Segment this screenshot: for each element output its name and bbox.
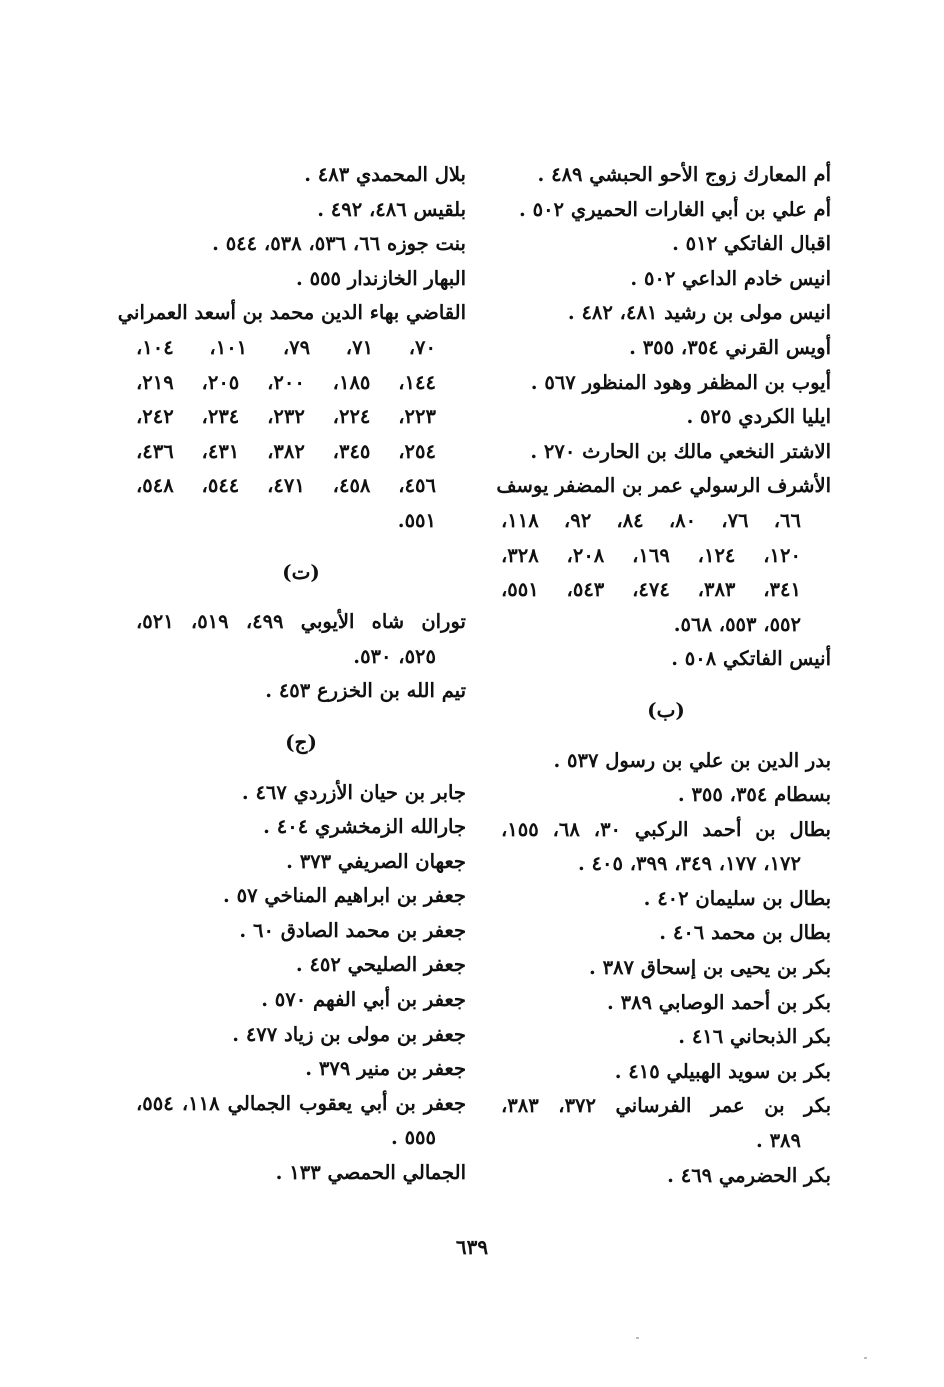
index-entry: اقبال الفاتكي ٥١٢ . [672,232,831,256]
index-entry: بسطام ٣٥٤، ٣٥٥ . [677,783,831,807]
index-entry: بطال بن أحمد الركبي ٣٠، ٦٨، ١٥٥، [501,817,831,841]
index-entry-continuation: ٢٥٤، ٣٤٥، ٣٨٢، ٤٣١، ٤٣٦، [136,439,436,463]
index-entry-continuation: ٤٥٦، ٤٥٨، ٤٧١، ٥٤٤، ٥٤٨، [136,474,436,498]
index-entry: جارالله الزمخشري ٤٠٤ . [263,815,466,839]
index-entry-continuation: ٦٦، ٧٦، ٨٠، ٨٤، ٩٢، ١١٨، [501,508,801,532]
index-entry: ايليا الكردي ٥٢٥ . [686,405,831,429]
index-entry-continuation: ٥٥١. [397,508,436,532]
section-heading-b: (ب) [647,697,685,722]
index-entry: جعفر بن ابراهيم المناخي ٥٧ . [223,884,466,908]
index-entry-continuation: ٣٤١، ٣٨٣، ٤٧٤، ٥٤٣، ٥٥١، [501,578,801,602]
index-entry: بكر بن عمر الفرساني ٣٧٢، ٣٨٣، [501,1094,831,1118]
index-entry-continuation: ٢٢٣، ٢٢٤، ٢٣٢، ٢٣٤، ٢٤٢، [136,405,436,429]
scan-speck [636,1337,639,1339]
index-entry: جعفر بن منير ٣٧٩ . [305,1057,466,1081]
index-entry-continuation: ١٤٤، ١٨٥، ٢٠٠، ٢٠٥، ٢١٩، [136,370,436,394]
index-entry: بكر بن يحيى بن إسحاق ٣٨٧ . [588,956,831,980]
index-entry: أم علي بن أبي الغارات الحميري ٥٠٢ . [519,197,831,221]
index-entry: بكر الحضرمي ٤٦٩ . [667,1163,831,1187]
index-entry-continuation: ١٧٢، ١٧٧، ٣٤٩، ٣٩٩، ٤٠٥ . [577,852,801,876]
index-entry: القاضي بهاء الدين محمد بن أسعد العمراني [117,301,466,325]
index-entry: أويس القرني ٣٥٤، ٣٥٥ . [629,335,831,359]
index-entry: جعهان الصريفي ٣٧٣ . [286,849,466,873]
index-entry-continuation: ٥٥٢، ٥٥٣، ٥٦٨. [673,612,801,636]
index-entry: الجمالي الحمصي ١٣٣ . [275,1161,466,1185]
index-entry: توران شاه الأيوبي ٤٩٩، ٥١٩، ٥٢١، [136,610,466,634]
index-entry: بكر الذبحاني ٤١٦ . [678,1025,831,1049]
index-entry: جعفر بن محمد الصادق ٦٠ . [239,918,466,942]
page-number: ٦٣٩ [455,1235,489,1259]
scan-speck [864,1357,867,1359]
index-entry: الاشتر النخعي مالك بن الحارث ٢٧٠ . [530,439,831,463]
section-heading-t: (ت) [282,559,320,584]
index-entry-continuation: ١٢٠، ١٢٤، ١٦٩، ٢٠٨، ٣٢٨، [501,543,801,567]
index-entry: أيوب بن المظفر وهود المنظور ٥٦٧ . [530,370,831,394]
index-entry: البهار الخازندار ٥٥٥ . [296,266,466,290]
index-entry-continuation: ٥٢٥، ٥٣٠. [353,644,436,668]
index-entry: أم المعارك زوج الأحو الحبشي ٤٨٩ . [537,163,831,186]
index-column-right [496,158,831,1193]
index-entry: بكر بن سويد الهبيلي ٤١٥ . [614,1059,831,1083]
index-entry: بنت جوزه ٦٦، ٥٣٦، ٥٣٨، ٥٤٤ . [212,232,466,256]
index-entry-continuation: ٧٠، ٧١، ٧٩، ١٠١، ١٠٤، [136,335,436,359]
index-entry-continuation: ٣٨٩ . [756,1129,801,1153]
index-entry: أنيس الفاتكي ٥٠٨ . [671,647,831,671]
index-entry: تيم الله بن الخزرع ٤٥٣ . [265,679,466,703]
index-entry: جابر بن حيان الأزردي ٤٦٧ . [241,780,466,804]
index-entry: انيس مولى بن رشيد ٤٨١، ٤٨٢ . [567,301,831,325]
index-entry: جعفر بن مولى بن زياد ٤٧٧ . [232,1022,466,1046]
index-entry: بطال بن محمد ٤٠٦ . [659,921,831,945]
index-entry: بدر الدين بن علي بن رسول ٥٣٧ . [553,748,831,772]
index-entry: الأشرف الرسولي عمر بن المضفر يوسف [496,474,831,498]
index-entry: انيس خادم الداعي ٥٠٢ . [630,266,831,290]
index-entry: بلال المحمدي ٤٨٣ . [304,163,466,186]
section-heading-j: (ج) [285,729,317,754]
index-entry-continuation: ٥٥٥ . [391,1126,436,1150]
index-entry: جعفر بن أبي يعقوب الجمالي ١١٨، ٥٥٤، [136,1091,466,1115]
index-entry: بطال بن سليمان ٤٠٢ . [643,886,831,910]
index-column-left [117,158,466,1191]
index-entry: جعفر الصليحي ٤٥٢ . [295,953,466,977]
index-entry: بكر بن أحمد الوصابي ٣٨٩ . [607,990,831,1014]
index-entry: جعفر بن أبي الفهم ٥٧٠ . [261,988,466,1012]
index-entry: بلقيس ٤٨٦، ٤٩٢ . [317,197,466,221]
